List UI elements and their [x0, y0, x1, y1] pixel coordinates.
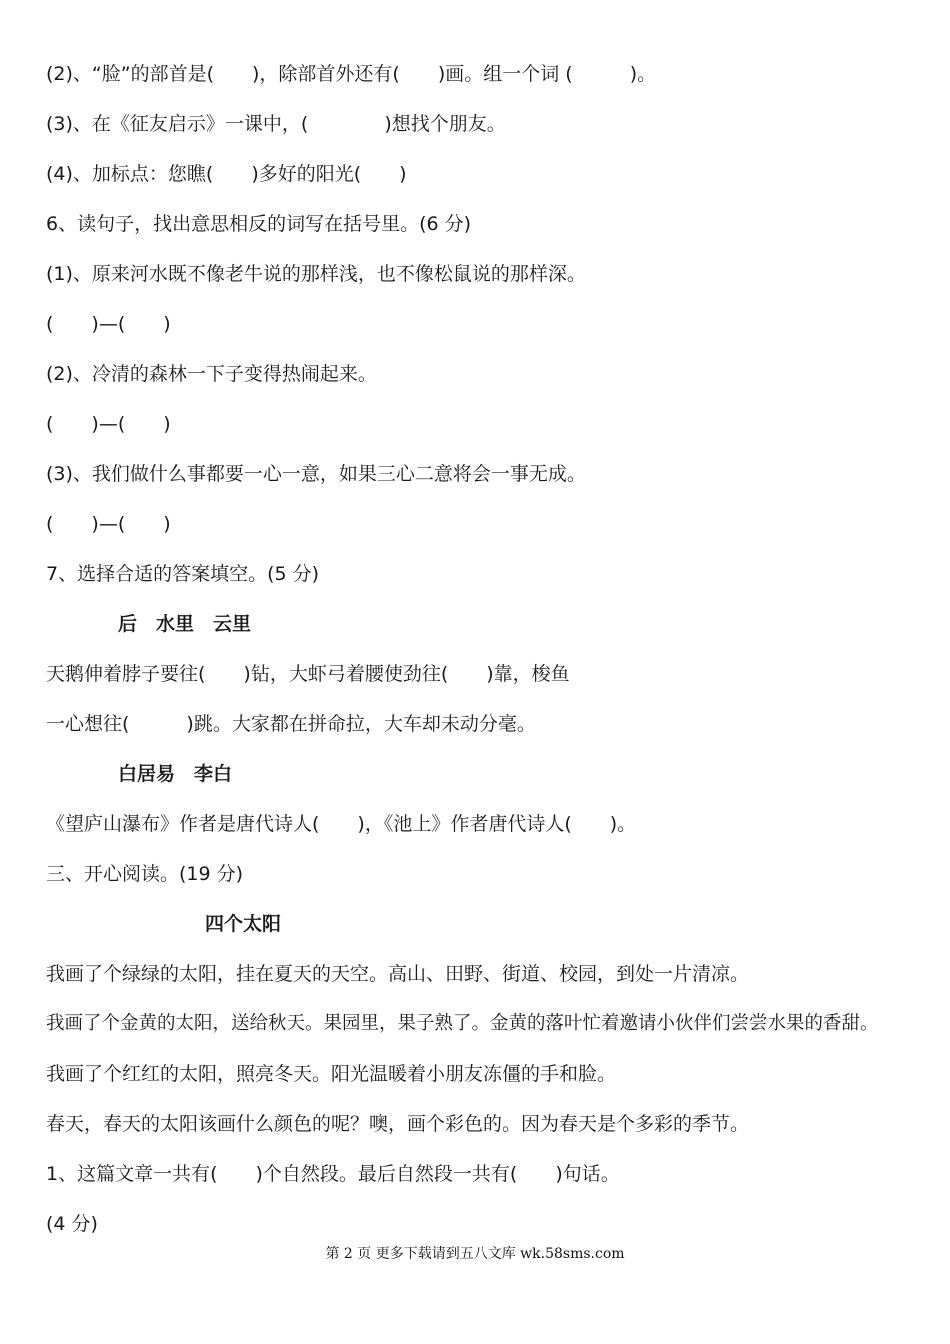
- question-5-4: (4)、加标点：您瞧( )多好的阳光( ): [46, 163, 407, 185]
- word-choices-2: 白居易 李白: [118, 763, 233, 785]
- question-6-2-sentence: (2)、冷清的森林一下子变得热闹起来。: [46, 363, 377, 385]
- question-6-1-answer: ( )—( ): [46, 313, 171, 335]
- reading-paragraph-3: 我画了个红红的太阳，照亮冬天。阳光温暖着小朋友冻僵的手和脸。: [46, 1063, 617, 1085]
- question-6-1-sentence: (1)、原来河水既不像老牛说的那样浅，也不像松鼠说的那样深。: [46, 263, 586, 285]
- question-6-2-answer: ( )—( ): [46, 413, 171, 435]
- question-6-heading: 6、读句子，找出意思相反的词写在括号里。(6 分): [46, 213, 472, 235]
- reading-paragraph-4: 春天，春天的太阳该画什么颜色的呢？噢，画个彩色的。因为春天是个多彩的季节。: [46, 1113, 750, 1135]
- question-5-3: (3)、在《征友启示》一课中，( )想找个朋友。: [46, 113, 506, 135]
- word-choices-1: 后 水里 云里: [118, 613, 252, 635]
- question-6-3-answer: ( )—( ): [46, 513, 171, 535]
- question-7-passage-line-1: 天鹅伸着脖子要往( )钻，大虾弓着腰使劲往( )靠，梭鱼: [46, 663, 570, 685]
- reading-question-1-score: (4 分): [46, 1213, 98, 1235]
- page-footer: 第 2 页 更多下载请到五八文库 wk.58sms.com: [325, 1246, 625, 1262]
- question-7-poets: 《望庐山瀑布》作者是唐代诗人( )，《池上》作者唐代诗人( )。: [46, 813, 637, 835]
- reading-title: 四个太阳: [205, 913, 282, 935]
- reading-paragraph-2: 我画了个金黄的太阳，送给秋天。果园里，果子熟了。金黄的落叶忙着邀请小伙伴们尝尝水果的香甜。: [46, 1013, 879, 1034]
- question-7-passage-line-2: 一心想往( )跳。大家都在拼命拉，大车却未动分毫。: [46, 713, 536, 735]
- question-6-3-sentence: (3)、我们做什么事都要一心一意，如果三心二意将会一事无成。: [46, 463, 586, 485]
- question-5-2: (2)、“脸”的部首是( )，除部首外还有( )画。组一个词 ( )。: [46, 63, 657, 85]
- reading-question-1: 1、这篇文章一共有( )个自然段。最后自然段一共有( )句话。: [46, 1163, 620, 1185]
- reading-paragraph-1: 我画了个绿绿的太阳，挂在夏天的天空。高山、田野、街道、校园，到处一片清凉。: [46, 963, 750, 985]
- section-3-heading: 三、开心阅读。(19 分): [46, 863, 244, 885]
- question-7-heading: 7、选择合适的答案填空。(5 分): [46, 563, 320, 585]
